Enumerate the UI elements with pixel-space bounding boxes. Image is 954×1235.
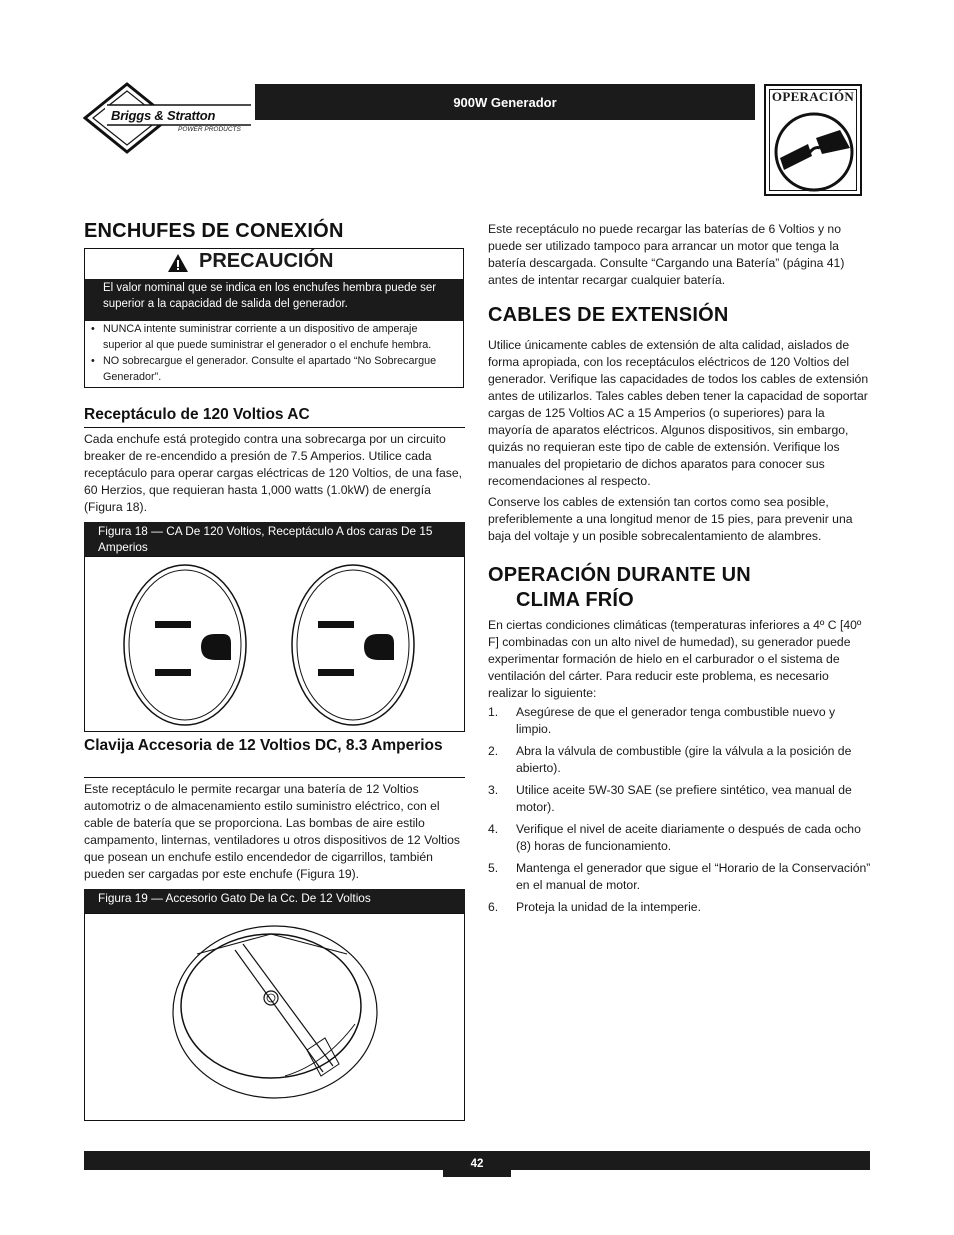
- list-item: 2. Abra la válvula de combustible (gire la válvula a la posición de abierto).: [488, 744, 852, 775]
- divider: [84, 427, 465, 428]
- dc-paragraph: Este receptáculo le permite recargar una batería de 12 Voltios automotriz o de almacenamiento estilo suministro eléctrico, con el cable de batería que se proporciona. Las bombas de aire estilo campamento, linternas, ventiladores u otros dispositivos de 12 Voltios que posean un enchufe estilo encendedor de cigarrillos, también pueden ser cargadas por este enchufe (Figura 19).: [84, 782, 460, 881]
- list-item: 4. Verifique el nivel de aceite diariamente o después de cada ocho (8) horas de funcionamiento.: [488, 822, 861, 853]
- list-item: 6. Proteja la unidad de la intemperie.: [488, 900, 701, 914]
- divider: [84, 777, 465, 778]
- section-badge: [764, 84, 862, 196]
- heading-clavija-12v: Clavija Accesoria de 12 Voltios DC, 8.3 Amperios: [84, 737, 443, 754]
- warning-triangle-icon: [167, 253, 189, 273]
- receptacle-paragraph: Cada enchufe está protegido contra una sobrecarga por un circuito breaker de re-encendido a presión de 7.5 Amperios. Utilice cada receptáculo para operar cargas eléctricas de 120 Voltios, de una fase, 60 Herzios, que requieran hasta 1,000 watts (1.0kW) de energía (Figura 18).: [84, 432, 463, 514]
- section-badge-label: OPERACIÓN: [771, 89, 855, 104]
- logo-sub-text: POWER PRODUCTS: [178, 126, 241, 133]
- caution-bullet: • NO sobrecargue el generador. Consulte el apartado “No Sobrecargue Generador”.: [103, 353, 457, 385]
- briggs-stratton-logo: [83, 82, 253, 154]
- list-item: 1. Asegúrese de que el generador tenga combustible nuevo y limpio.: [488, 705, 836, 736]
- figure-19-box: [84, 913, 465, 1121]
- duplex-outlet-illustration: [85, 557, 464, 731]
- right-intro-paragraph: Este receptáculo no puede recargar las baterías de 6 Voltios y no puede ser utilizado tampoco para arrancar un motor que tenga la batería descargada. Consulte “Cargando una Batería” (página 41) antes de intentar recargar cualquier batería.: [488, 222, 845, 287]
- caution-box: [84, 248, 464, 388]
- caution-list: [85, 321, 463, 385]
- caution-title: PRECAUCIÓN: [199, 250, 334, 272]
- document-title: 900W Generador: [453, 94, 557, 110]
- ext-paragraph-1: Utilice únicamente cables de extensión de alta calidad, aislados de forma apropiada, con los receptáculos eléctricos de 120 Voltios del generador. Verifique las capacidades de todos los cables de extensión antes de utilizarlos. Tales cables deben tener la capacidad de soportar cargas de 125 Voltios AC a 15 Amperios (o superiores) para la mayoría de aparatos eléctricos. Algunos dispositivos, sin embargo, quizás no requieran este tipo de cable de extensión. Verifique los manuales del propietario de dichos aparatos para conocer sus recomendaciones al respecto.: [488, 338, 869, 488]
- heading-cables-extension: CABLES DE EXTENSIÓN: [488, 304, 729, 326]
- heading-clima-frio: OPERACIÓN DURANTE UN CLIMA FRÍO: [488, 564, 751, 611]
- outlet-left-icon: [124, 565, 246, 725]
- header-title-bar: [255, 84, 755, 120]
- figure-19-caption: Figura 19 — Accesorio Gato De la Cc. De 12 Voltios: [84, 889, 465, 913]
- cold-steps-list: [488, 704, 872, 921]
- heading-enchufes: ENCHUFES DE CONEXIÓN: [84, 220, 344, 242]
- dc-accessory-jack-illustration: [85, 914, 464, 1120]
- ext-paragraph-2: Conserve los cables de extensión tan cortos como sea posible, preferiblemente a una longitud menor de 15 pies, para prevenir una baja del voltaje y un posible sobrecalentamiento de alambres.: [488, 495, 853, 543]
- figure-18-box: [84, 556, 465, 732]
- caution-intro: El valor nominal que se indica en los enchufes hembra puede ser superior a la capacidad de salida del generador.: [85, 279, 463, 321]
- page-number: 42: [443, 1151, 511, 1177]
- list-item: 5. Mantenga el generador que sigue el “Horario de la Conservación” en el manual de motor.: [488, 861, 871, 892]
- list-item: 3. Utilice aceite 5W-30 SAE (se prefiere sintético, vea manual de motor).: [488, 783, 852, 814]
- cold-paragraph: En ciertas condiciones climáticas (temperaturas inferiores a 4º C [40º F] combinadas con un alto nivel de humedad), su generador puede experimentar formación de hielo en el carburador o el sistema de ventilación del cárter. Para reducir este problema, es necesario realizar lo siguiente:: [488, 618, 862, 700]
- figure-18-caption: Figura 18 — CA De 120 Voltios, Receptáculo A dos caras De 15 Amperios: [84, 522, 465, 556]
- heading-receptaculo-120v: Receptáculo de 120 Voltios AC: [84, 406, 310, 423]
- caution-bullet: • NUNCA intente suministrar corriente a un dispositivo de amperaje superior al que puede suministrar el generador o el enchufe hembra.: [103, 321, 457, 353]
- plug-connection-icon: [770, 108, 858, 192]
- logo-brand-text: Briggs & Stratton: [111, 108, 216, 123]
- outlet-right-icon: [292, 565, 414, 725]
